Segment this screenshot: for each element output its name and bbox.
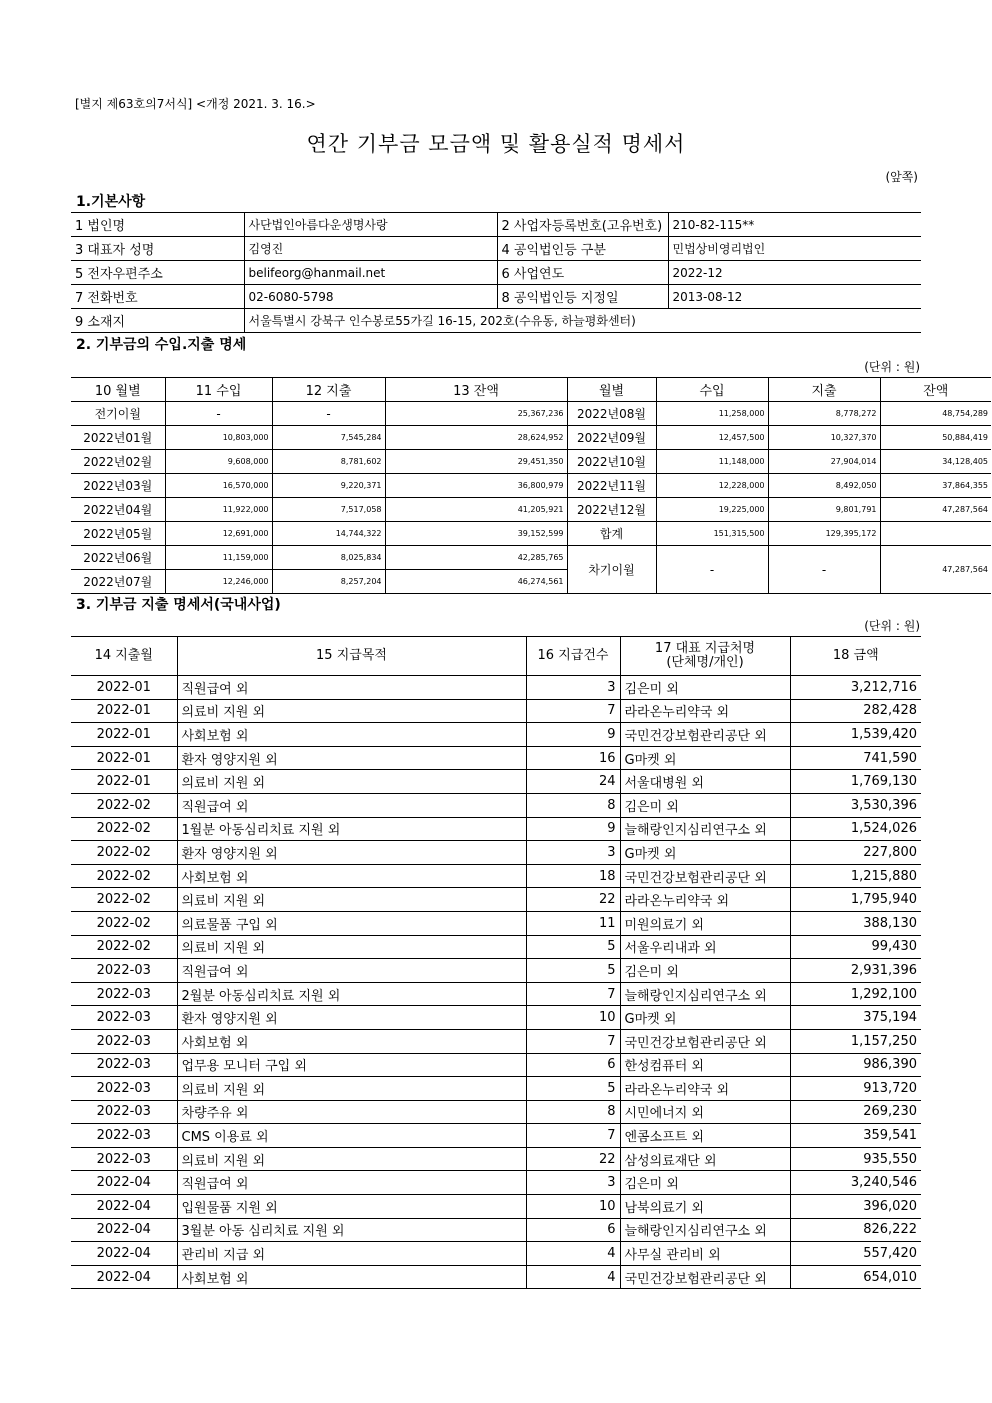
expense-month-cell: 2022-03 — [71, 1077, 177, 1101]
purpose-cell: 차량주유 외 — [177, 1100, 526, 1124]
purpose-cell: 환자 영양지원 외 — [177, 746, 526, 770]
amount-cell: 826,222 — [790, 1218, 921, 1242]
income-cell: 12,457,500 — [656, 426, 768, 450]
purpose-cell: 업무용 모니터 구입 외 — [177, 1053, 526, 1077]
expense-month-cell: 2022-02 — [71, 841, 177, 865]
expense-month-cell: 2022-03 — [71, 959, 177, 983]
table-header-row — [71, 637, 921, 676]
table-row — [71, 450, 991, 474]
month-cell: 2022년11월 — [567, 474, 656, 498]
table-row — [71, 935, 921, 959]
month-cell: 2022년12월 — [567, 498, 656, 522]
expense-month-cell: 2022-03 — [71, 982, 177, 1006]
amount-cell: 1,769,130 — [790, 770, 921, 794]
balance-cell: 46,274,561 — [385, 570, 567, 594]
purpose-cell: 의료비 지원 외 — [177, 770, 526, 794]
balance-cell: 48,754,289 — [880, 402, 991, 426]
field-label: 7 전화번호 — [71, 285, 244, 309]
table-row — [71, 1100, 921, 1124]
income-unit-label: (단위 : 원) — [864, 360, 920, 374]
table-row — [71, 1218, 921, 1242]
amount-cell: 1,292,100 — [790, 982, 921, 1006]
table-row — [71, 746, 921, 770]
balance-cell: 29,451,350 — [385, 450, 567, 474]
purpose-cell: 1월분 아동심리치료 지원 외 — [177, 817, 526, 841]
table-row — [71, 402, 991, 426]
month-cell: 2022년04월 — [71, 498, 165, 522]
expense-month-cell: 2022-02 — [71, 911, 177, 935]
count-cell: 24 — [526, 770, 620, 794]
section-basic-title: 1.기본사항 — [76, 194, 146, 210]
expense-month-cell: 2022-03 — [71, 1124, 177, 1148]
form-number: [별지 제63호의7서식] <개정 2021. 3. 16.> — [75, 97, 316, 111]
count-cell: 18 — [526, 864, 620, 888]
income-cell: 11,159,000 — [165, 546, 272, 570]
balance-cell — [880, 522, 991, 546]
table-row — [71, 1053, 921, 1077]
month-cell: 2022년08월 — [567, 402, 656, 426]
table-row — [71, 1006, 921, 1030]
purpose-cell: 의료비 지원 외 — [177, 1077, 526, 1101]
expense-month-cell: 2022-03 — [71, 1006, 177, 1030]
amount-cell: 1,524,026 — [790, 817, 921, 841]
purpose-cell: 의료비 지원 외 — [177, 699, 526, 723]
purpose-cell: 사회보험 외 — [177, 723, 526, 747]
expense-cell: 9,801,791 — [768, 498, 880, 522]
count-cell: 7 — [526, 1029, 620, 1053]
expense-cell: 8,025,834 — [272, 546, 385, 570]
purpose-cell: 관리비 지급 외 — [177, 1242, 526, 1266]
field-label: 2 사업자등록번호(고유번호) — [497, 213, 668, 237]
expense-month-cell: 2022-01 — [71, 746, 177, 770]
expense-month-cell: 2022-04 — [71, 1265, 177, 1289]
table-row — [71, 793, 921, 817]
amount-cell: 227,800 — [790, 841, 921, 865]
basic-info-row — [71, 213, 921, 237]
table-row — [71, 1029, 921, 1053]
payee-cell: 서울대병원 외 — [620, 770, 790, 794]
count-cell: 4 — [526, 1242, 620, 1266]
section-income-title: 2. 기부금의 수입.지출 명세 — [76, 337, 247, 353]
payee-cell: 국민건강보험관리공단 외 — [620, 1265, 790, 1289]
table-row — [71, 546, 991, 570]
month-cell: 2022년06월 — [71, 546, 165, 570]
purpose-cell: 직원급여 외 — [177, 793, 526, 817]
payee-cell: 김은미 외 — [620, 793, 790, 817]
expense-month-cell: 2022-01 — [71, 723, 177, 747]
income-cell: 151,315,500 — [656, 522, 768, 546]
field-label: 6 사업연도 — [497, 261, 668, 285]
expense-month-cell: 2022-02 — [71, 817, 177, 841]
amount-cell: 3,240,546 — [790, 1171, 921, 1195]
table-row — [71, 1265, 921, 1289]
section-expense-title: 3. 기부금 지출 명세서(국내사업) — [76, 597, 281, 613]
table-row — [71, 676, 921, 700]
column-header: 12 지출 — [272, 378, 385, 402]
field-label: 1 법인명 — [71, 213, 244, 237]
expense-month-cell: 2022-04 — [71, 1195, 177, 1219]
purpose-cell: 의료비 지원 외 — [177, 1147, 526, 1171]
month-cell: 2022년09월 — [567, 426, 656, 450]
balance-cell: 37,864,355 — [880, 474, 991, 498]
field-value: 2013-08-12 — [668, 285, 921, 309]
amount-cell: 1,795,940 — [790, 888, 921, 912]
payee-cell: 라라온누리약국 외 — [620, 699, 790, 723]
income-cell: 16,570,000 — [165, 474, 272, 498]
carry-income-cell: - — [656, 546, 768, 594]
column-header: 지출 — [768, 378, 880, 402]
table-header-row — [71, 378, 991, 402]
field-label: 9 소재지 — [71, 309, 244, 333]
balance-cell: 41,205,921 — [385, 498, 567, 522]
field-label: 3 대표자 성명 — [71, 237, 244, 261]
address-value: 서울특별시 강북구 인수봉로55가길 16-15, 202호(수유동, 하늘평화센터) — [244, 309, 921, 333]
purpose-cell: 사회보험 외 — [177, 1029, 526, 1053]
purpose-cell: 환자 영양지원 외 — [177, 841, 526, 865]
amount-cell: 396,020 — [790, 1195, 921, 1219]
count-cell: 7 — [526, 1124, 620, 1148]
purpose-cell: CMS 이용료 외 — [177, 1124, 526, 1148]
amount-cell: 986,390 — [790, 1053, 921, 1077]
column-header: 18 금액 — [790, 637, 921, 676]
column-header: 수입 — [656, 378, 768, 402]
expense-cell: 129,395,172 — [768, 522, 880, 546]
payee-cell: 국민건강보험관리공단 외 — [620, 1029, 790, 1053]
expense-cell: 8,781,602 — [272, 450, 385, 474]
table-row — [71, 474, 991, 498]
expense-month-cell: 2022-02 — [71, 935, 177, 959]
count-cell: 22 — [526, 888, 620, 912]
income-cell: 19,225,000 — [656, 498, 768, 522]
expense-month-cell: 2022-01 — [71, 770, 177, 794]
expense-cell: 10,327,370 — [768, 426, 880, 450]
payee-cell: G마켓 외 — [620, 841, 790, 865]
amount-cell: 935,550 — [790, 1147, 921, 1171]
expense-month-cell: 2022-03 — [71, 1100, 177, 1124]
count-cell: 11 — [526, 911, 620, 935]
payee-cell: 한성컴퓨터 외 — [620, 1053, 790, 1077]
amount-cell: 375,194 — [790, 1006, 921, 1030]
amount-cell: 557,420 — [790, 1242, 921, 1266]
payee-cell: G마켓 외 — [620, 1006, 790, 1030]
count-cell: 4 — [526, 1265, 620, 1289]
count-cell: 5 — [526, 935, 620, 959]
payee-cell: 라라온누리약국 외 — [620, 888, 790, 912]
count-cell: 10 — [526, 1006, 620, 1030]
expense-month-cell: 2022-04 — [71, 1171, 177, 1195]
carry-balance-cell: 47,287,564 — [880, 546, 991, 594]
basic-info-table — [71, 212, 921, 333]
table-row — [71, 982, 921, 1006]
payee-cell: 늘해랑인지심리연구소 외 — [620, 817, 790, 841]
expense-month-cell: 2022-02 — [71, 888, 177, 912]
carry-expense-cell: - — [768, 546, 880, 594]
expense-cell: 9,220,371 — [272, 474, 385, 498]
expense-cell: 8,778,272 — [768, 402, 880, 426]
payee-cell: 남북의료기 외 — [620, 1195, 790, 1219]
amount-cell: 1,215,880 — [790, 864, 921, 888]
table-row — [71, 1195, 921, 1219]
income-cell: 12,691,000 — [165, 522, 272, 546]
payee-cell: 국민건강보험관리공단 외 — [620, 723, 790, 747]
table-row — [71, 841, 921, 865]
column-header: 17 대표 지급처명 (단체명/개인) — [620, 637, 790, 676]
table-row — [71, 522, 991, 546]
month-cell: 2022년02월 — [71, 450, 165, 474]
income-cell: 11,922,000 — [165, 498, 272, 522]
amount-cell: 3,212,716 — [790, 676, 921, 700]
table-row — [71, 817, 921, 841]
purpose-cell: 직원급여 외 — [177, 959, 526, 983]
amount-cell: 2,931,396 — [790, 959, 921, 983]
expense-cell: 14,744,322 — [272, 522, 385, 546]
balance-cell: 47,287,564 — [880, 498, 991, 522]
table-row — [71, 426, 991, 450]
table-row — [71, 1077, 921, 1101]
basic-info-row — [71, 261, 921, 285]
amount-cell: 1,539,420 — [790, 723, 921, 747]
amount-cell: 654,010 — [790, 1265, 921, 1289]
month-cell: 2022년01월 — [71, 426, 165, 450]
income-cell: 11,148,000 — [656, 450, 768, 474]
expense-detail-table — [71, 636, 921, 1289]
expense-month-cell: 2022-03 — [71, 1147, 177, 1171]
column-header: 11 수입 — [165, 378, 272, 402]
count-cell: 6 — [526, 1218, 620, 1242]
purpose-cell: 환자 영양지원 외 — [177, 1006, 526, 1030]
basic-info-row — [71, 309, 921, 333]
income-cell: - — [165, 402, 272, 426]
amount-cell: 388,130 — [790, 911, 921, 935]
income-cell: 10,803,000 — [165, 426, 272, 450]
month-cell: 2022년05월 — [71, 522, 165, 546]
amount-cell: 3,530,396 — [790, 793, 921, 817]
column-header: 16 지급건수 — [526, 637, 620, 676]
expense-month-cell: 2022-02 — [71, 864, 177, 888]
count-cell: 22 — [526, 1147, 620, 1171]
table-row — [71, 888, 921, 912]
column-header: 10 월별 — [71, 378, 165, 402]
purpose-cell: 의료비 지원 외 — [177, 888, 526, 912]
expense-cell: 7,545,284 — [272, 426, 385, 450]
month-cell: 합계 — [567, 522, 656, 546]
count-cell: 16 — [526, 746, 620, 770]
expense-month-cell: 2022-01 — [71, 676, 177, 700]
column-header: 14 지출월 — [71, 637, 177, 676]
table-row — [71, 699, 921, 723]
document-title: 연간 기부금 모금액 및 활용실적 명세서 — [306, 132, 686, 156]
count-cell: 8 — [526, 793, 620, 817]
payee-cell: 늘해랑인지심리연구소 외 — [620, 982, 790, 1006]
count-cell: 6 — [526, 1053, 620, 1077]
count-cell: 7 — [526, 982, 620, 1006]
income-cell: 12,246,000 — [165, 570, 272, 594]
table-row — [71, 770, 921, 794]
column-header: 13 잔액 — [385, 378, 567, 402]
income-expense-table — [71, 377, 991, 594]
expense-month-cell: 2022-04 — [71, 1242, 177, 1266]
payee-cell: 사무실 관리비 외 — [620, 1242, 790, 1266]
income-cell: 9,608,000 — [165, 450, 272, 474]
amount-cell: 269,230 — [790, 1100, 921, 1124]
field-value: 02-6080-5798 — [244, 285, 497, 309]
balance-cell: 34,128,405 — [880, 450, 991, 474]
table-row — [71, 723, 921, 747]
payee-cell: 엔콤소프트 외 — [620, 1124, 790, 1148]
balance-cell: 28,624,952 — [385, 426, 567, 450]
payee-cell: G마켓 외 — [620, 746, 790, 770]
expense-cell: 8,257,204 — [272, 570, 385, 594]
payee-cell: 국민건강보험관리공단 외 — [620, 864, 790, 888]
expense-month-cell: 2022-02 — [71, 793, 177, 817]
month-cell: 2022년07월 — [71, 570, 165, 594]
count-cell: 10 — [526, 1195, 620, 1219]
income-cell: 11,258,000 — [656, 402, 768, 426]
amount-cell: 913,720 — [790, 1077, 921, 1101]
expense-cell: 27,904,014 — [768, 450, 880, 474]
balance-cell: 42,285,765 — [385, 546, 567, 570]
payee-cell: 김은미 외 — [620, 959, 790, 983]
column-header: 월별 — [567, 378, 656, 402]
count-cell: 3 — [526, 676, 620, 700]
payee-cell: 서울우리내과 외 — [620, 935, 790, 959]
field-value: belifeorg@hanmail.net — [244, 261, 497, 285]
basic-info-row — [71, 237, 921, 261]
count-cell: 9 — [526, 817, 620, 841]
table-row — [71, 1147, 921, 1171]
amount-cell: 741,590 — [790, 746, 921, 770]
field-value: 210-82-115** — [668, 213, 921, 237]
purpose-cell: 직원급여 외 — [177, 676, 526, 700]
count-cell: 9 — [526, 723, 620, 747]
purpose-cell: 사회보험 외 — [177, 1265, 526, 1289]
payee-cell: 라라온누리약국 외 — [620, 1077, 790, 1101]
balance-cell: 50,884,419 — [880, 426, 991, 450]
field-value: 2022-12 — [668, 261, 921, 285]
purpose-cell: 입원물품 지원 외 — [177, 1195, 526, 1219]
purpose-cell: 2월분 아동심리치료 지원 외 — [177, 982, 526, 1006]
amount-cell: 1,157,250 — [790, 1029, 921, 1053]
field-value: 민법상비영리법인 — [668, 237, 921, 261]
field-value: 사단법인아름다운생명사랑 — [244, 213, 497, 237]
purpose-cell: 3월분 아동 심리치료 지원 외 — [177, 1218, 526, 1242]
month-cell: 2022년03월 — [71, 474, 165, 498]
purpose-cell: 의료물품 구입 외 — [177, 911, 526, 935]
column-header: 잔액 — [880, 378, 991, 402]
page-side-label: (앞쪽) — [885, 170, 918, 184]
balance-cell: 36,800,979 — [385, 474, 567, 498]
payee-cell: 삼성의료재단 외 — [620, 1147, 790, 1171]
field-label: 4 공익법인등 구분 — [497, 237, 668, 261]
count-cell: 8 — [526, 1100, 620, 1124]
payee-cell: 김은미 외 — [620, 676, 790, 700]
expense-month-cell: 2022-03 — [71, 1053, 177, 1077]
expense-month-cell: 2022-04 — [71, 1218, 177, 1242]
income-cell: 12,228,000 — [656, 474, 768, 498]
purpose-cell: 사회보험 외 — [177, 864, 526, 888]
table-row — [71, 959, 921, 983]
payee-cell: 김은미 외 — [620, 1171, 790, 1195]
amount-cell: 99,430 — [790, 935, 921, 959]
table-row — [71, 864, 921, 888]
count-cell: 3 — [526, 1171, 620, 1195]
carry-forward-label: 차기이월 — [567, 546, 656, 594]
table-row — [71, 498, 991, 522]
expense-month-cell: 2022-01 — [71, 699, 177, 723]
table-row — [71, 1171, 921, 1195]
payee-cell: 미원의료기 외 — [620, 911, 790, 935]
table-row — [71, 1242, 921, 1266]
payee-cell: 늘해랑인지심리연구소 외 — [620, 1218, 790, 1242]
column-header: 15 지급목적 — [177, 637, 526, 676]
purpose-cell: 직원급여 외 — [177, 1171, 526, 1195]
expense-unit-label: (단위 : 원) — [864, 619, 920, 633]
expense-cell: - — [272, 402, 385, 426]
month-cell: 전기이월 — [71, 402, 165, 426]
table-row — [71, 911, 921, 935]
balance-cell: 25,367,236 — [385, 402, 567, 426]
count-cell: 5 — [526, 959, 620, 983]
expense-month-cell: 2022-03 — [71, 1029, 177, 1053]
expense-cell: 7,517,058 — [272, 498, 385, 522]
expense-cell: 8,492,050 — [768, 474, 880, 498]
payee-cell: 시민에너지 외 — [620, 1100, 790, 1124]
field-value: 김영진 — [244, 237, 497, 261]
purpose-cell: 의료비 지원 외 — [177, 935, 526, 959]
field-label: 8 공익법인등 지정일 — [497, 285, 668, 309]
balance-cell: 39,152,599 — [385, 522, 567, 546]
amount-cell: 282,428 — [790, 699, 921, 723]
table-row — [71, 1124, 921, 1148]
count-cell: 7 — [526, 699, 620, 723]
basic-info-row — [71, 285, 921, 309]
amount-cell: 359,541 — [790, 1124, 921, 1148]
count-cell: 3 — [526, 841, 620, 865]
field-label: 5 전자우편주소 — [71, 261, 244, 285]
month-cell: 2022년10월 — [567, 450, 656, 474]
count-cell: 5 — [526, 1077, 620, 1101]
